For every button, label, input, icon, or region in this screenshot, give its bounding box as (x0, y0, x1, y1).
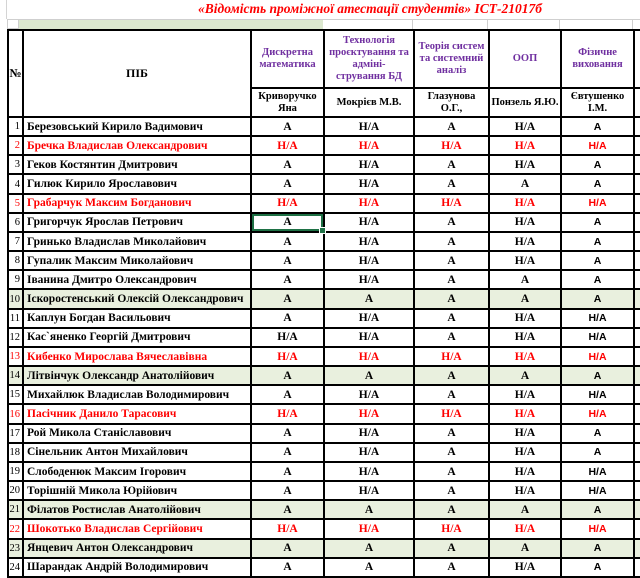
student-row (9, 290, 640, 309)
row-number-cell[interactable]: 8 (9, 252, 24, 271)
row-number-cell[interactable]: 19 (9, 463, 24, 482)
grade-cell[interactable]: А (325, 290, 415, 309)
strip-corner-cell (7, 19, 19, 29)
grade-cell-selected[interactable]: А (252, 214, 325, 233)
lecturer-cell[interactable]: Глазунова О.Г., (415, 89, 490, 118)
grade-cell[interactable]: Н/А (490, 214, 562, 233)
grade-cell[interactable]: Н/А (325, 386, 415, 405)
grade-cell[interactable]: А (562, 175, 635, 194)
grade-cell[interactable]: Н/А (490, 329, 562, 348)
number-column-header[interactable]: № (9, 31, 24, 118)
grade-cell[interactable]: Н/А (490, 444, 562, 463)
grade-cell[interactable]: А (415, 329, 490, 348)
student-row (9, 559, 640, 578)
grade-cell[interactable]: Н/А (325, 310, 415, 329)
row-number-cell[interactable]: 4 (9, 175, 24, 194)
row-number-cell[interactable]: 20 (9, 482, 24, 501)
grade-cell[interactable]: А (490, 175, 562, 194)
lecturer-cell[interactable]: Криворучко Яна (252, 89, 325, 118)
student-name-cell[interactable]: Кас`яненко Георгій Дмитрович (24, 329, 252, 348)
grade-cell[interactable]: Н/А (325, 252, 415, 271)
row-number-cell[interactable]: 13 (9, 348, 24, 367)
grade-cell[interactable]: Н/А (490, 520, 562, 539)
grade-cell[interactable]: А (415, 463, 490, 482)
grade-cell[interactable]: Н/А (325, 463, 415, 482)
lecturer-cell[interactable]: Понзель Я.Ю. (490, 89, 562, 118)
grade-cell[interactable]: Н/А (325, 444, 415, 463)
lecturer-cell[interactable]: Євтушенко І.М. (562, 89, 635, 118)
partial-cell[interactable] (635, 559, 640, 578)
student-name-cell[interactable]: Бречка Владислав Олександрович (24, 137, 252, 156)
row-number-cell[interactable]: 1 (9, 118, 24, 137)
grade-cell[interactable]: А (562, 252, 635, 271)
grade-cell[interactable]: А (490, 271, 562, 290)
student-row (9, 214, 640, 233)
grade-cell[interactable]: Н/А (490, 386, 562, 405)
grade-cell[interactable]: А (252, 252, 325, 271)
grade-cell[interactable]: А (415, 175, 490, 194)
grade-cell[interactable]: Н/А (325, 118, 415, 137)
subject-header-cell[interactable]: Дискретна математика (252, 31, 325, 89)
partial-cell[interactable] (635, 290, 640, 309)
grade-cell[interactable]: А (415, 310, 490, 329)
grade-cell[interactable]: А (415, 367, 490, 386)
grade-cell[interactable]: Н/А (490, 425, 562, 444)
grade-cell[interactable]: А (325, 559, 415, 578)
grade-cell[interactable]: Н/А (325, 348, 415, 367)
row-number-cell[interactable]: 23 (9, 540, 24, 559)
grade-cell[interactable]: Н/А (415, 348, 490, 367)
grade-cell[interactable]: Н/А (562, 310, 635, 329)
student-row (9, 520, 640, 539)
partial-cell[interactable] (635, 405, 640, 424)
student-row (9, 348, 640, 367)
row-number-cell[interactable]: 24 (9, 559, 24, 578)
row-number-cell[interactable]: 16 (9, 405, 24, 424)
partial-cell[interactable] (635, 195, 640, 214)
grade-cell[interactable]: А (562, 271, 635, 290)
grade-cell[interactable]: А (415, 290, 490, 309)
sheet-title[interactable]: «Відомість проміжної атестації студентів» ІСТ-21017б (198, 1, 542, 16)
grade-cell[interactable]: Н/А (562, 386, 635, 405)
grade-cell[interactable]: А (325, 501, 415, 520)
grade-cell[interactable]: Н/А (562, 463, 635, 482)
row-number-cell[interactable]: 9 (9, 271, 24, 290)
strip-green-cell (19, 19, 323, 29)
grade-cell[interactable]: А (562, 214, 635, 233)
grade-cell[interactable]: А (490, 290, 562, 309)
grade-cell[interactable]: А (562, 290, 635, 309)
grade-cell[interactable]: А (252, 175, 325, 194)
student-row (9, 156, 640, 175)
grade-cell[interactable]: А (490, 501, 562, 520)
student-name-cell[interactable]: Гупалик Максим Миколайович (24, 252, 252, 271)
grade-cell[interactable]: Н/А (325, 271, 415, 290)
student-name-cell[interactable]: Сінельник Антон Михайлович (24, 444, 252, 463)
partial-cell[interactable] (635, 271, 640, 290)
row-number-cell[interactable]: 3 (9, 156, 24, 175)
grade-cell[interactable]: Н/А (252, 195, 325, 214)
grade-cell[interactable]: Н/А (490, 252, 562, 271)
grade-cell[interactable]: А (252, 540, 325, 559)
grade-cell[interactable]: А (415, 386, 490, 405)
subject-header-cell[interactable]: Теорія систем та системний аналіз (415, 31, 490, 89)
strip-cell (488, 19, 560, 29)
student-row (9, 386, 640, 405)
grade-cell[interactable]: Н/А (490, 405, 562, 424)
grade-cell[interactable]: А (325, 367, 415, 386)
cells-strip (0, 19, 640, 29)
grade-cell[interactable]: Н/А (325, 137, 415, 156)
grade-cell[interactable]: Н/А (490, 195, 562, 214)
grade-cell[interactable]: А (415, 444, 490, 463)
grade-cell[interactable]: Н/А (252, 405, 325, 424)
row-number-cell[interactable]: 11 (9, 310, 24, 329)
student-row (9, 310, 640, 329)
partial-cell[interactable] (635, 214, 640, 233)
grade-cell[interactable]: Н/А (490, 482, 562, 501)
grade-cell[interactable]: А (415, 559, 490, 578)
student-row (9, 405, 640, 424)
grade-cell[interactable]: А (490, 540, 562, 559)
grade-cell[interactable]: А (562, 233, 635, 252)
strip-cell (323, 19, 413, 29)
row-number-cell[interactable]: 10 (9, 290, 24, 309)
grade-cell[interactable]: А (562, 444, 635, 463)
grade-cell[interactable]: А (415, 501, 490, 520)
student-name-cell[interactable]: Літвінчук Олександр Анатолійович (24, 367, 252, 386)
student-name-cell[interactable]: Гринько Владислав Миколайович (24, 233, 252, 252)
partial-cell[interactable] (635, 386, 640, 405)
grade-cell[interactable]: Н/А (252, 329, 325, 348)
student-row (9, 463, 640, 482)
subject-header-cell[interactable]: ООП (490, 31, 562, 89)
grade-cell[interactable]: Н/А (325, 175, 415, 194)
grade-cell[interactable]: А (252, 310, 325, 329)
grade-cell[interactable]: Н/А (562, 520, 635, 539)
grade-cell[interactable]: А (252, 425, 325, 444)
grade-cell[interactable]: Н/А (415, 405, 490, 424)
student-row (9, 195, 640, 214)
grade-cell[interactable]: А (252, 444, 325, 463)
partial-cell[interactable] (635, 137, 640, 156)
grade-cell[interactable]: Н/А (490, 233, 562, 252)
grade-cell[interactable]: Н/А (562, 405, 635, 424)
grade-cell[interactable]: А (415, 271, 490, 290)
row-number-cell[interactable]: 12 (9, 329, 24, 348)
grade-cell[interactable]: А (562, 156, 635, 175)
grade-cell[interactable]: Н/А (490, 310, 562, 329)
student-name-cell[interactable]: Геков Костянтин Дмитрович (24, 156, 252, 175)
student-row (9, 271, 640, 290)
grade-cell[interactable]: А (562, 501, 635, 520)
grade-cell[interactable]: А (252, 386, 325, 405)
partial-cell[interactable] (635, 175, 640, 194)
grade-cell[interactable]: Н/А (490, 137, 562, 156)
partial-cell[interactable] (635, 156, 640, 175)
grade-cell[interactable]: А (562, 425, 635, 444)
student-row (9, 252, 640, 271)
subject-header-cell-clipped[interactable] (635, 31, 640, 89)
student-name-cell[interactable]: Шарандак Андрій Володимирович (24, 559, 252, 578)
student-row (9, 367, 640, 386)
partial-cell[interactable] (635, 425, 640, 444)
grade-cell[interactable]: А (252, 463, 325, 482)
partial-cell[interactable] (635, 540, 640, 559)
strip-cell (633, 19, 640, 29)
grade-cell[interactable]: А (252, 118, 325, 137)
grade-cell[interactable]: А (415, 156, 490, 175)
grade-cell[interactable]: Н/А (325, 482, 415, 501)
grade-cell[interactable]: Н/А (252, 137, 325, 156)
student-name-cell[interactable]: Іванина Дмитро Олександрович (24, 271, 252, 290)
grade-cell[interactable]: А (252, 367, 325, 386)
grade-cell[interactable]: А (415, 252, 490, 271)
grade-cell[interactable]: А (415, 214, 490, 233)
partial-cell[interactable] (635, 118, 640, 137)
grade-cell[interactable]: А (490, 367, 562, 386)
grade-cell[interactable]: А (252, 501, 325, 520)
row-number-cell[interactable]: 14 (9, 367, 24, 386)
student-name-cell[interactable]: Гилюк Кирило Ярославович (24, 175, 252, 194)
student-row (9, 482, 640, 501)
student-name-cell[interactable]: Торішній Микола Юрійович (24, 482, 252, 501)
grade-cell[interactable]: Н/А (415, 195, 490, 214)
partial-cell[interactable] (635, 482, 640, 501)
row-number-cell[interactable]: 21 (9, 501, 24, 520)
grade-cell[interactable]: Н/А (325, 425, 415, 444)
fill-handle[interactable] (319, 227, 326, 234)
partial-cell[interactable] (635, 501, 640, 520)
name-column-header[interactable]: ПІБ (24, 31, 252, 118)
student-row (9, 540, 640, 559)
student-name-cell[interactable]: Березовський Кирило Вадимович (24, 118, 252, 137)
row-number-cell[interactable]: 6 (9, 214, 24, 233)
subject-header-cell[interactable]: Фізичне виховання (562, 31, 635, 89)
student-name-cell[interactable]: Іскоростенський Олексій Олександрович (24, 290, 252, 309)
row-number-cell[interactable]: 22 (9, 520, 24, 539)
grade-cell[interactable]: Н/А (562, 195, 635, 214)
student-name-cell[interactable]: Грабарчук Максим Богданович (24, 195, 252, 214)
strip-cell (413, 19, 488, 29)
grade-cell[interactable]: Н/А (490, 118, 562, 137)
grade-cell[interactable]: А (252, 233, 325, 252)
partial-cell[interactable] (635, 329, 640, 348)
partial-cell[interactable] (635, 252, 640, 271)
grade-cell[interactable]: А (252, 482, 325, 501)
grade-cell[interactable]: Н/А (325, 329, 415, 348)
grade-cell[interactable]: А (562, 367, 635, 386)
grade-cell[interactable]: Н/А (490, 559, 562, 578)
student-name-cell[interactable]: Григорчук Ярослав Петрович (24, 214, 252, 233)
student-name-cell[interactable]: Філатов Ростислав Анатолійович (24, 501, 252, 520)
grade-cell[interactable]: А (415, 233, 490, 252)
partial-cell[interactable] (635, 348, 640, 367)
grade-cell[interactable]: Н/А (562, 348, 635, 367)
grade-cell[interactable]: Н/А (490, 156, 562, 175)
student-row (9, 175, 640, 194)
lecturer-cell-clipped[interactable] (635, 89, 640, 118)
attestation-table (7, 29, 640, 578)
grade-cell[interactable]: А (415, 482, 490, 501)
grade-cell[interactable]: А (325, 540, 415, 559)
partial-cell[interactable] (635, 310, 640, 329)
student-name-cell[interactable]: Шокотько Владислав Сергійович (24, 520, 252, 539)
grade-cell[interactable]: А (415, 425, 490, 444)
grade-cell[interactable]: А (252, 156, 325, 175)
student-name-cell[interactable]: Михайлюк Владислав Володимирович (24, 386, 252, 405)
grade-cell[interactable]: А (252, 271, 325, 290)
row-number-cell[interactable]: 18 (9, 444, 24, 463)
partial-cell[interactable] (635, 463, 640, 482)
grade-cell[interactable]: Н/А (252, 348, 325, 367)
student-row (9, 425, 640, 444)
row-number-cell[interactable]: 2 (9, 137, 24, 156)
student-row (9, 118, 640, 137)
student-name-cell[interactable]: Рой Микола Станіславович (24, 425, 252, 444)
grade-cell[interactable]: А (562, 559, 635, 578)
student-row (9, 137, 640, 156)
strip-cell (560, 19, 633, 29)
grade-cell[interactable]: Н/А (252, 520, 325, 539)
grade-cell[interactable]: Н/А (325, 156, 415, 175)
row-number-cell[interactable]: 17 (9, 425, 24, 444)
grade-cell[interactable]: А (562, 118, 635, 137)
student-name-cell[interactable]: Янцевич Антон Олександрович (24, 540, 252, 559)
grade-cell[interactable]: А (252, 559, 325, 578)
grade-cell[interactable]: А (252, 290, 325, 309)
row-number-cell[interactable]: 15 (9, 386, 24, 405)
grade-cell[interactable]: Н/А (490, 463, 562, 482)
grade-cell[interactable]: Н/А (490, 348, 562, 367)
subject-header-cell[interactable]: Технологія проєктування та адміні- стрування БД (325, 31, 415, 89)
student-row (9, 444, 640, 463)
grade-cell[interactable]: Н/А (325, 405, 415, 424)
grade-cell[interactable]: А (415, 540, 490, 559)
grade-cell[interactable]: Н/А (415, 520, 490, 539)
grade-cell[interactable]: Н/А (562, 137, 635, 156)
student-name-cell[interactable]: Слободенюк Максим Ігорович (24, 463, 252, 482)
student-row (9, 329, 640, 348)
lecturer-cell[interactable]: Мокрієв М.В. (325, 89, 415, 118)
grade-cell[interactable]: Н/А (562, 482, 635, 501)
grade-cell[interactable]: Н/А (562, 329, 635, 348)
grade-cell[interactable]: А (415, 118, 490, 137)
grade-cell[interactable]: Н/А (325, 520, 415, 539)
grade-cell[interactable]: Н/А (325, 214, 415, 233)
row-number-cell[interactable]: 7 (9, 233, 24, 252)
partial-cell[interactable] (635, 233, 640, 252)
grade-cell[interactable]: Н/А (325, 233, 415, 252)
grade-cell[interactable]: А (562, 540, 635, 559)
student-row (9, 501, 640, 520)
student-name-cell[interactable]: Пасічник Данило Тарасович (24, 405, 252, 424)
table-header (9, 31, 640, 118)
student-name-cell[interactable]: Каплун Богдан Васильович (24, 310, 252, 329)
student-name-cell[interactable]: Кибенко Мирослава Вячеславівна (24, 348, 252, 367)
table-body (9, 118, 640, 578)
grade-cell[interactable]: Н/А (415, 137, 490, 156)
partial-cell[interactable] (635, 367, 640, 386)
partial-cell[interactable] (635, 444, 640, 463)
partial-cell[interactable] (635, 520, 640, 539)
grade-cell[interactable]: Н/А (325, 195, 415, 214)
row-number-cell[interactable]: 5 (9, 195, 24, 214)
student-row (9, 233, 640, 252)
